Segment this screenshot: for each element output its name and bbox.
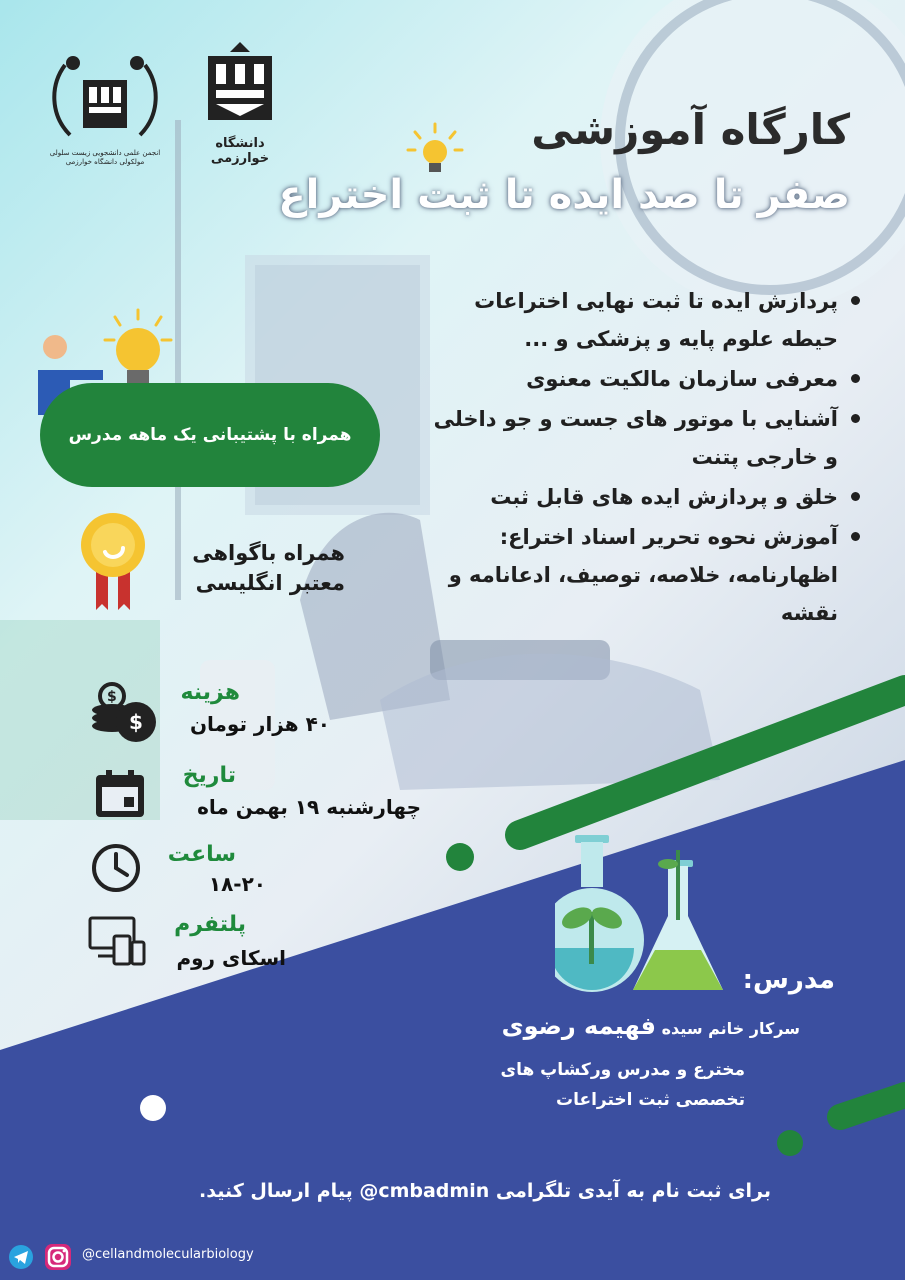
association-logo-icon: [45, 45, 165, 145]
medal-icon: [78, 510, 148, 615]
teacher-prefix: سرکار خانم سیده: [661, 1019, 800, 1038]
registration-note: برای ثبت نام به آیدی تلگرامی cmbadmin@ پیام ارسال کنید.: [199, 1180, 771, 1202]
teacher-name: فهیمه رضوی: [501, 1012, 657, 1040]
topic-item: معرفی سازمان مالکیت معنوی: [418, 360, 838, 398]
title-secondary: صفر تا صد ایده تا ثبت اختراع: [278, 172, 850, 218]
platform-label: پلتفرم: [174, 912, 246, 937]
calendar-icon: [94, 769, 146, 819]
instagram-handle[interactable]: @cellandmolecularbiology: [82, 1247, 254, 1262]
info-platform: [88, 912, 348, 982]
university-logo-caption: دانشگاه خوارزمی: [210, 136, 270, 166]
info-date: [90, 765, 430, 835]
support-badge: همراه با پشتیبانی یک ماهه مدرس: [40, 383, 380, 487]
time-label: ساعت: [167, 842, 236, 867]
university-logo: [200, 42, 280, 166]
clock-icon: [90, 842, 142, 894]
association-logo-caption: انجمن علمی دانشجویی زیست سلولی مولکولی دانشگاه خوارزمی: [49, 149, 161, 166]
flask-plant-illustration: [555, 830, 725, 1000]
topic-item: آشنایی با موتور های جست و جو داخلی و خارجی پتنت: [418, 400, 838, 476]
title-primary: کارگاه آموزشی: [531, 105, 850, 154]
telegram-icon[interactable]: [8, 1244, 34, 1270]
date-label: تاریخ: [182, 763, 236, 788]
teacher-label: مدرس:: [742, 965, 835, 995]
teacher-description: مخترع و مدرس ورکشاپ های تخصصی ثبت اختراعات: [500, 1060, 745, 1110]
topic-item: آموزش نحوه تحریر اسناد اختراع: اظهارنامه، خلاصه، توصیف، ادعانامه و نقشه: [418, 518, 838, 632]
date-value: چهارشنبه ۱۹ بهمن ماه: [197, 795, 421, 819]
topics-list: [418, 282, 860, 634]
university-logo-icon: [200, 42, 280, 132]
topic-item: خلق و پردازش ایده های قابل ثبت: [418, 478, 838, 516]
cost-value: ۴۰ هزار تومان: [189, 712, 330, 736]
association-logo: [45, 45, 165, 167]
devices-icon: [88, 914, 146, 968]
info-cost: [90, 680, 350, 750]
certificate-text: همراه باگواهی معتبر انگلیسی: [192, 541, 345, 595]
time-value: ۱۸-۲۰: [208, 872, 266, 896]
cost-label: هزینه: [180, 680, 240, 705]
svg-text:$: $: [129, 710, 143, 734]
coins-icon: [90, 682, 158, 744]
svg-text:$: $: [107, 689, 117, 705]
teacher-name-line: [502, 1012, 800, 1040]
instagram-icon[interactable]: [44, 1243, 72, 1271]
topic-item: پردازش ایده تا ثبت نهایی اختراعات حیطه علوم پایه و پزشکی و ...: [418, 282, 838, 358]
info-time: [90, 842, 350, 912]
platform-value: اسکای روم: [176, 946, 286, 970]
